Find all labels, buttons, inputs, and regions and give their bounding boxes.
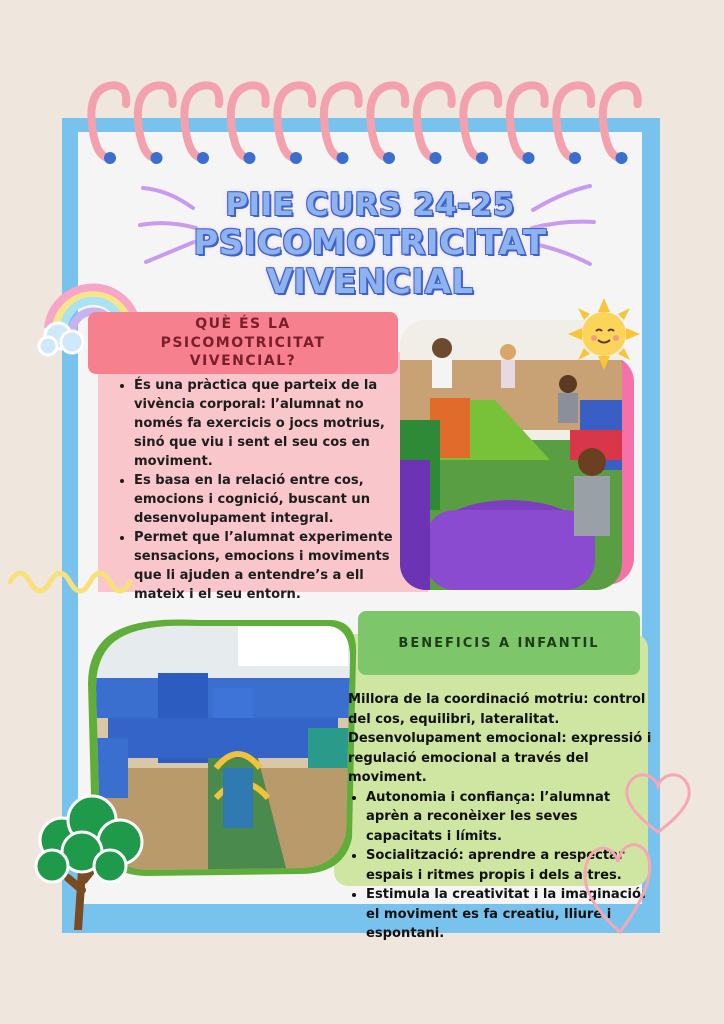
list-item: Millora de la coordinació motriu: control del cos, equilibri, lateralitat. bbox=[348, 692, 646, 727]
title-line-1: PIIE CURS 24-25 bbox=[225, 187, 515, 223]
list-item: • Socialització: aprendre a respectar espais i ritmes propis i dels altres. bbox=[366, 846, 653, 885]
section-what-is-heading-box bbox=[88, 312, 398, 374]
list-item: • Estimula la creativitat i la imaginació: el moviment es fa creatiu, lliure i espontani. bbox=[366, 885, 653, 944]
list-item: • Permet que l’alumnat experimente sensacions, emocions i moviments que li ajuden a entendre’s a ell mateix i el seu entorn. bbox=[134, 528, 408, 604]
title-line-2: PSICOMOTRICITAT bbox=[193, 222, 547, 263]
sun-icon bbox=[568, 298, 640, 370]
page-title bbox=[170, 188, 570, 302]
section-what-is-heading: QUÈ ÉS LA PSICOMOTRICITAT VIVENCIAL? bbox=[160, 315, 326, 370]
heart-icon-large bbox=[580, 822, 654, 938]
list-item: • Autonomia i confiança: l’alumnat aprèn a reconèixer les seves capacitats i límits. bbox=[366, 788, 653, 847]
section-benefits-heading-box bbox=[358, 611, 640, 675]
squiggle-decoration bbox=[6, 558, 146, 598]
tree-icon bbox=[22, 790, 148, 930]
section-benefits-heading: BENEFICIS A INFANTIL bbox=[398, 635, 600, 651]
list-item: Desenvolupament emocional: expressió i regulació emocional a través del moviment. bbox=[348, 731, 652, 785]
title-line-3: VIVENCIAL bbox=[266, 261, 474, 302]
section-what-is-list bbox=[116, 376, 408, 604]
list-item: • Es basa en la relació entre cos, emocions i cognició, buscant un desenvolupament integral. bbox=[134, 471, 408, 528]
list-item: • És una pràctica que parteix de la vivència corporal: l’alumnat no només fa exercicis o jocs motrius, sinó que viu i sent el seu cos en moviment. bbox=[134, 376, 408, 471]
